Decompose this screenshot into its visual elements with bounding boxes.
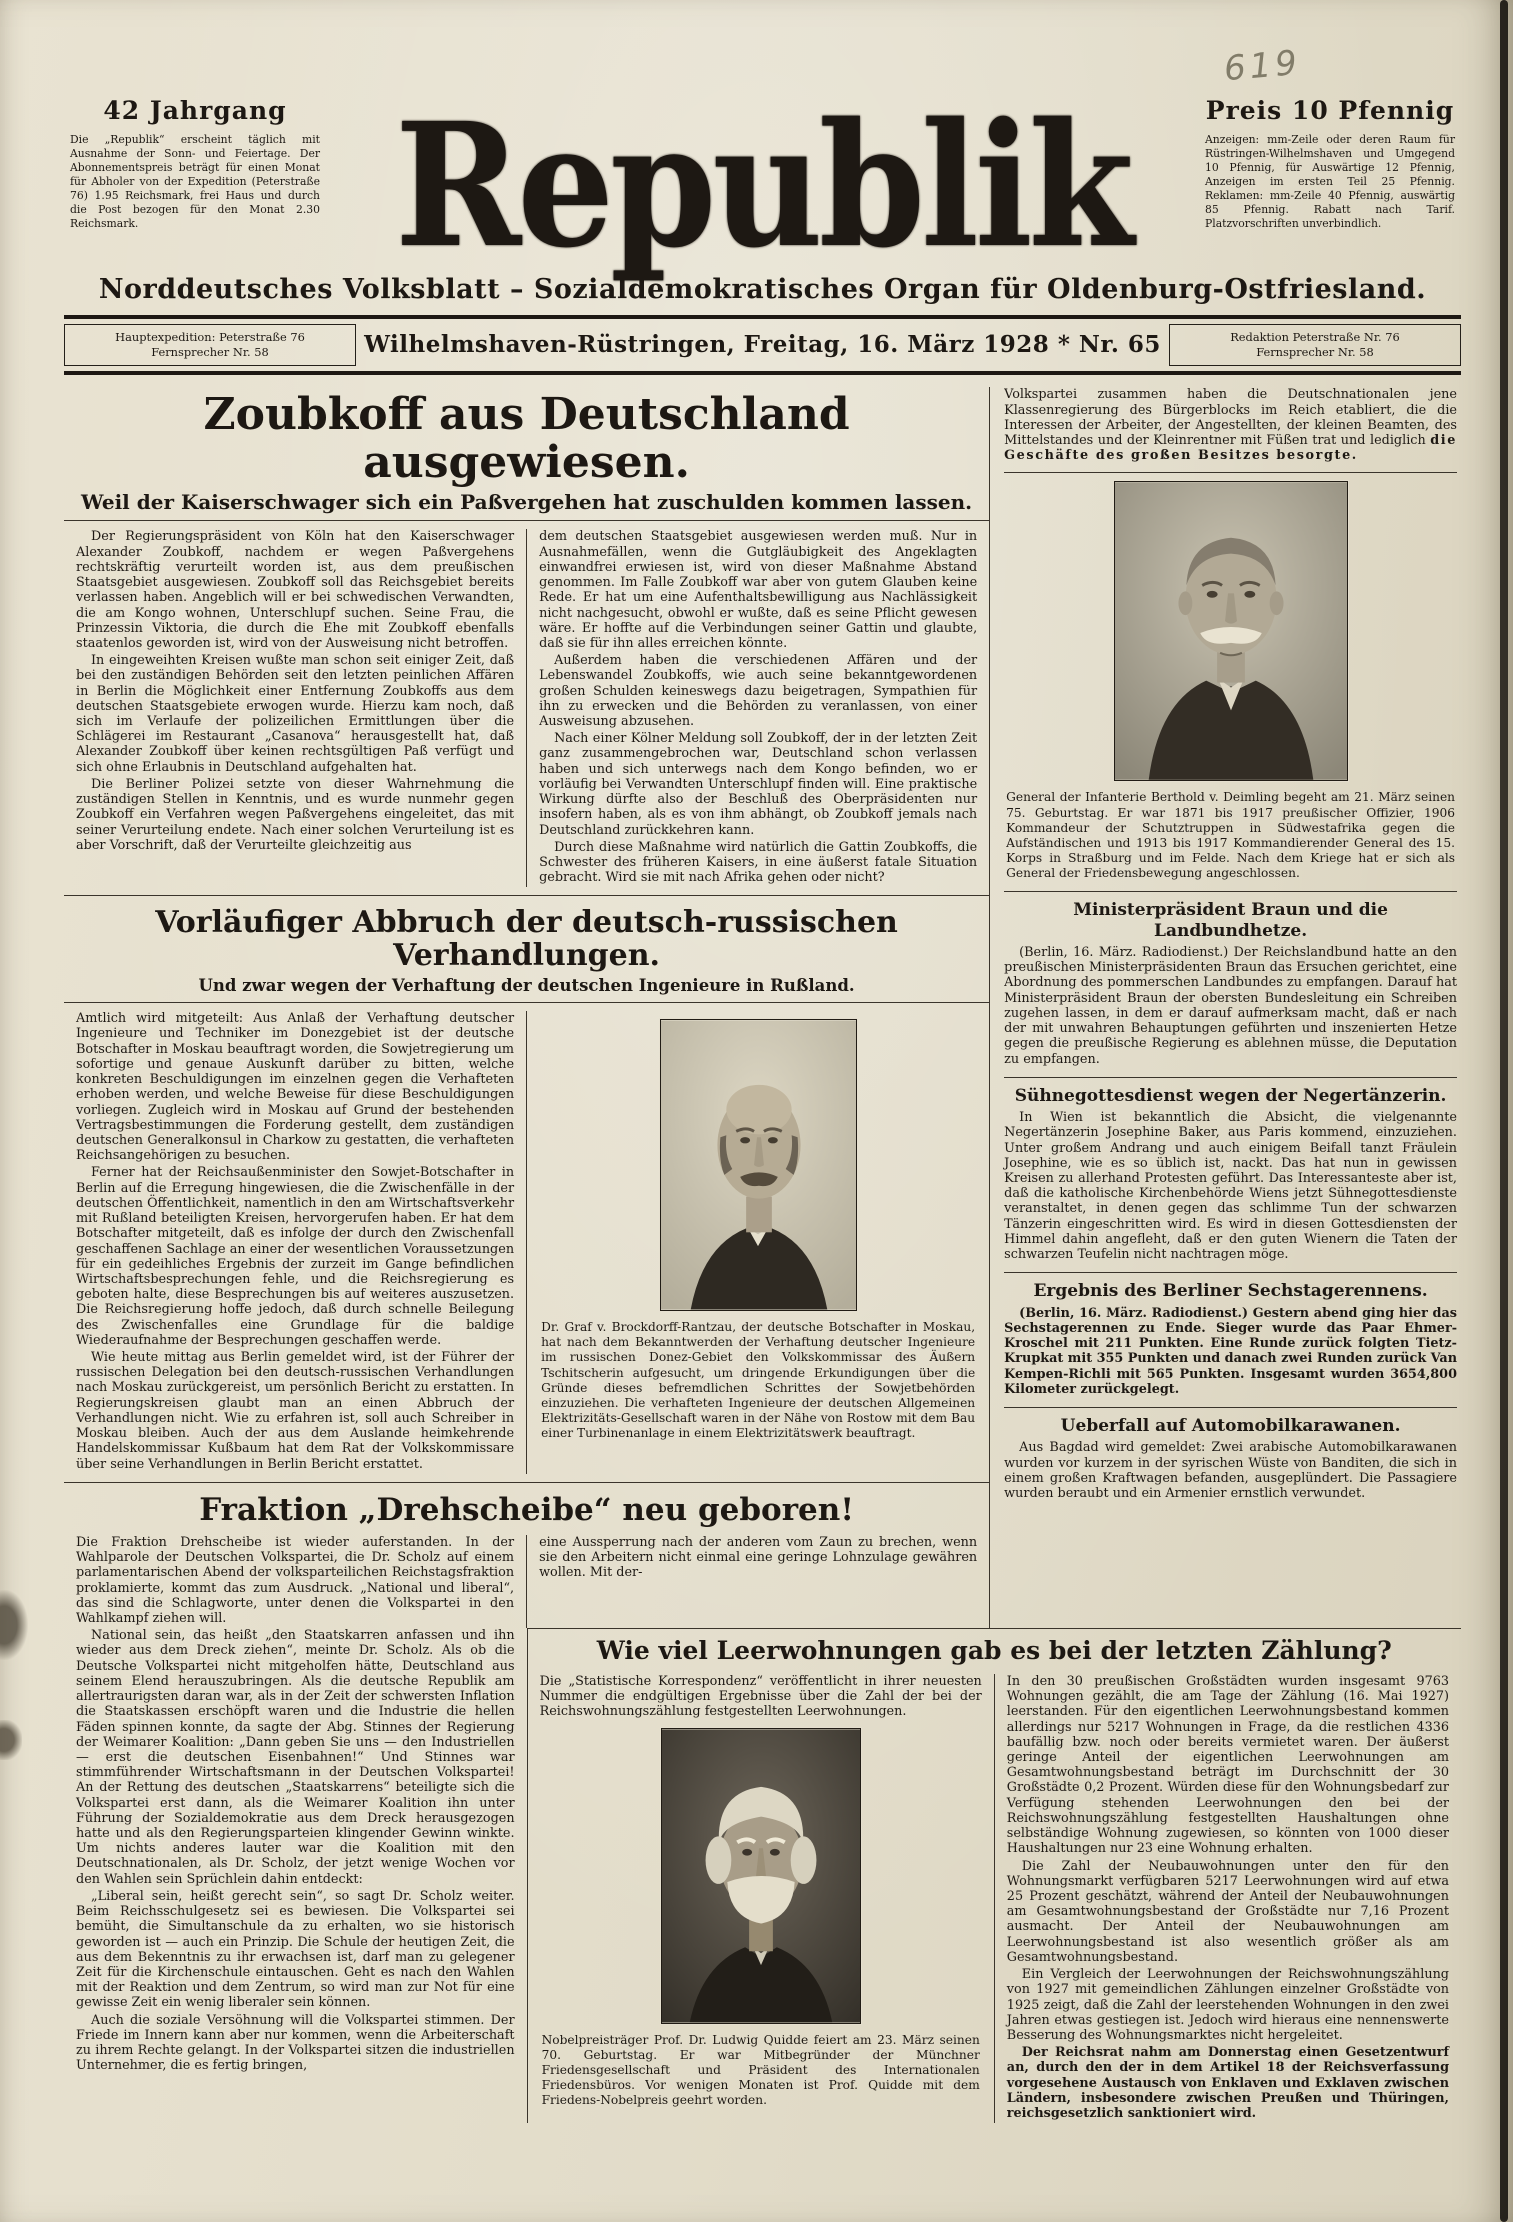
verhandlungen-subhead: Und zwar wegen der Verhaftung der deutschen Ingenieure in Rußland. bbox=[64, 976, 989, 1003]
issue-dateline: Wilhelmshaven-Rüstringen, Freitag, 16. März 1928 * Nr. 65 bbox=[364, 331, 1161, 359]
zoubkoff-headline: Zoubkoff aus Deutschland ausgewiesen. bbox=[203, 389, 850, 488]
quidde-portrait-photo bbox=[661, 1728, 861, 2024]
quidde-photo-figure bbox=[540, 1728, 982, 2028]
ink-smudge bbox=[0, 1590, 28, 1660]
column-separator bbox=[1004, 472, 1457, 473]
article-leerwohnungen bbox=[527, 1628, 1461, 2123]
article-paragraph: Auch die soziale Versöhnung will die Volkspartei stimmen. Der Friede im Innern kann aber nur kommen, wenn die Arbeiterschaft zu ihrem Rechte gelangt. In der Volkspartei sitzen die industriellen Unternehmer, die es fertig bringen, bbox=[76, 2012, 515, 2074]
redaktion-line-1: Redaktion Peterstraße Nr. 76 bbox=[1230, 329, 1400, 344]
reichsrat-note: Der Reichsrat nahm am Donnerstag einen Gesetzentwurf an, durch den der in dem Artikel 18 der Reichsverfassung vorgesehene Austausch von Enklaven und Exklaven zwischen Ländern, insbesondere zwischen Preußen und Thüringen, reichsgesetzlich sanktioniert wird. bbox=[1006, 2045, 1450, 2122]
brockdorff-caption: Dr. Graf v. Brockdorff-Rantzau, der deutsche Botschafter in Moskau, hat nach dem Bekanntwerden der Verhaftung deutscher Ingenieure im russischen Donez-Gebiet den Volkskommissar des Äußern Tschitscherin aufgesucht, um dringende Erkundigungen über die Gründe dieses befremdlichen Schrittes der Sowjetbehörden einzuziehen. Die verhafteten Ingenieure der deutschen Allgemeinen Elektrizitäts-Gesellschaft waren in der Nähe von Rostow mit dem Bau einer Turbinenanlage in einem Elektrizitätswerk beauftragt. bbox=[541, 1320, 976, 1441]
article-paragraph: Ferner hat der Reichsaußenminister den Sowjet-Botschafter in Berlin auf die Erregung hingewiesen, die die Zwischenfälle in der deutschen Öffentlichkeit, namentlich in den am Wirtschaftsverkehr mit Rußland beteiligten Kreisen, hervorgerufen haben. Er hat dem Botschafter mitgeteilt, daß es infolge der durch den Zwischenfall geschaffenen Sachlage an einer der wesentlichen Voraussetzungen für ein gedeihliches Ergebnis der zurzeit im Gange befindlichen Wirtschaftsbesprechungen fehle, und die Reichsregierung es geboten halte, diese Besprechungen bis auf weiteres auszusetzen. Die Reichsregierung hoffe jedoch, daß durch schnelle Beilegung des Zwischenfalles eine Grundlage für die baldige Wiederaufnahme der Besprechungen geschaffen werde. bbox=[76, 1165, 515, 1348]
ink-smudge bbox=[0, 1720, 22, 1760]
article-paragraph: Die Berliner Polizei setzte von dieser Wahrnehmung die zuständigen Stellen in Kenntnis, und es wurde nunmehr gegen Zoubkoff ein Verfahren wegen Paßvergehens eingeleitet, das mit seiner Verurteilung endete. Nach einer solchen Verurteilung ist es aber Vorschrift, daß der Verurteilte gleichzeitig aus bbox=[76, 776, 515, 853]
masthead-rule bbox=[64, 315, 1461, 319]
deimling-portrait-photo bbox=[1114, 481, 1348, 781]
leerwohnungen-column-2 bbox=[994, 1674, 1461, 2123]
redaktion-box bbox=[1169, 324, 1461, 367]
article-paragraph: In eingeweihten Kreisen wußte man schon seit einiger Zeit, daß bei den zuständigen Behörden seit den letzten peinlichen Affären in Berlin die Möglichkeit einer Entfernung Zoubkoffs aus dem deutschen Staatsgebiete erwogen wurde. Hierzu kam noch, daß sich im Verlaufe der polizeilichen Ermittlungen über die Schlägerei im Restaurant „Casanova“ herausgestellt hat, daß Alexander Zoubkoff über keinen rechtsgültigen Paß verfügt und sich ohne Erlaubnis in Deutschland aufgehalten hat. bbox=[76, 653, 515, 775]
subscription-notice: Die „Republik“ erscheint täglich mit Ausnahme der Sonn- und Feiertage. Der Abonnementspreis beträgt für einen Monat für Abholer von der Expedition (Peterstraße 76) 1.95 Reichsmark, frei Haus und durch die Post bezogen für den Monat 2.30 Reichsmark. bbox=[70, 133, 320, 231]
drehscheibe-headline: Fraktion „Drehscheibe“ neu geboren! bbox=[199, 1491, 854, 1528]
article-zoubkoff bbox=[64, 387, 989, 896]
article-paragraph: Amtlich wird mitgeteilt: Aus Anlaß der Verhaftung deutscher Ingenieure und Techniker im Donezgebiet ist der deutsche Botschafter in Moskau beauftragt worden, die Sowjetregierung um sofortige und genaue Auskunft darüber zu bitten, welche konkreten Beschuldigungen im einzelnen gegen die Verhafteten erhoben werden, und welche Beweise für diese Beschuldigungen vorliegen. Zugleich wird in Moskau auf Grund der bestehenden Vertragsbestimmungen die Forderung gestellt, dem zuständigen deutschen Generalkonsul in Charkow zu gestatten, die verhafteten Reichsangehörigen zu besuchen. bbox=[76, 1011, 515, 1164]
article-paragraph: (Berlin, 16. März. Radiodienst.) Gestern abend ging hier das Sechstagerennen zu Ende. Sieger wurde das Paar Ehmer-Kroschel mit 211 Punkten. Eine Runde zurück folgten Tietz-Krupkat mit 355 Punkten und danach zwei Runden zurück Van Kempen-Richli mit 565 Punkten. Insgesamt wurden 3654,800 Kilometer zurückgelegt. bbox=[1004, 1305, 1457, 1397]
deimling-caption: General der Infanterie Berthold v. Deimling begeht am 21. März seinen 75. Geburtstag. Er war 1871 bis 1917 preußischer Offizier, 1906 Kommandeur der Schutztruppen in Südwestafrika gegen die Aufständischen und 1913 bis 1917 Kommandierender General des 15. Korps in Straßburg und im Felde. Nach dem Kriege hat er sich als General der Friedensbewegung angeschlossen. bbox=[1006, 790, 1455, 881]
drehscheibe-body bbox=[64, 1535, 989, 1628]
article-paragraph: Wie heute mittag aus Berlin gemeldet wird, ist der Führer der russischen Delegation bei den deutsch-russischen Verhandlungen nach Moskau zurückgereist, um persönlich Bericht zu erstatten. In Regierungskreisen glaubt man an einen Abbruch der Verhandlungen nicht. Wie zu erfahren ist, soll auch Schreiber in Moskau bleiben. Auch der aus dem Auslande heimkehrende Handelskommissar Kußbaum hat dem Rat der Volkskommissare über seine Verhandlungen in Berlin Bericht erstattet. bbox=[76, 1350, 515, 1472]
masthead-right-block bbox=[1199, 96, 1461, 231]
lead-text: Volkspartei zusammen haben die Deutschnationalen jene Klassenregierung des Bürgerblocks im Reich etabliert, die die Interessen der Arbeiter, der Angestellten, der kleinen Beamten, des Mittelstandes und der Kleinrentner mit Füßen trat und lediglich bbox=[1004, 387, 1457, 449]
drehscheibe-overflow-column bbox=[526, 1535, 989, 1628]
price-label: Preis 10 Pfennig bbox=[1205, 96, 1455, 125]
article-paragraph: eine Aussperrung nach der anderen vom Zaun zu brechen, wenn sie den Arbeitern nicht einmal eine geringe Lohnzulage gewähren wollen. Mit der- bbox=[539, 1534, 978, 1581]
article-paragraph: Die Zahl der Neubauwohnungen unter den für den Wohnungsmarkt verfügbaren 5217 Leerwohnungen wird auf etwa 25 Prozent geschätzt, während der Anteil der Neubauwohnungen am Gesamtwohnungsbestand der Großstädte nur 7,16 Prozent ausmacht. Der Anteil der Neubauwohnungen am Leerwohnungsbestand ist also wesentlich größer als am Gesamtwohnungsbestand. bbox=[1006, 1858, 1450, 1965]
leerwohnungen-column-1 bbox=[528, 1674, 994, 2123]
zoubkoff-column-1 bbox=[64, 529, 526, 887]
drehscheibe-continuation bbox=[64, 1628, 527, 2123]
buergerblock-lead-paragraph bbox=[1004, 387, 1457, 463]
drehscheibe-column-1 bbox=[64, 1535, 526, 1628]
article-paragraph: (Berlin, 16. März. Radiodienst.) Der Reichslandbund hatte an den preußischen Ministerpräsidenten Braun das Ersuchen gerichtet, eine Abordnung des pommerschen Landbundes zu empfangen. Darauf hat Ministerpräsident Braun der obersten Bundesleitung ein Schreiben zugehen lassen, in dem er darauf aufmerksam macht, daß er nach der mit unwahren Behauptungen geführten und inszenierten Hetze gegen die preußische Regierung es ablehnen müsse, die Deputation zu empfangen. bbox=[1004, 945, 1457, 1067]
sechstagerennen-heading: Ergebnis des Berliner Sechstagerennens. bbox=[1004, 1272, 1457, 1301]
article-paragraph: Ein Vergleich der Leerwohnungen der Reichswohnungszählung von 1927 mit gemeindlichen Zählungen einzelner Großstädte von 1925 zeigt, daß die Zahl der leerstehenden Wohnungen in den zwei Jahren etwas gestiegen ist. Jedoch wird hieraus eine nennenswerte Besserung des Wohnungsmarktes nicht hergeleitet. bbox=[1006, 1967, 1450, 2043]
article-paragraph: Die Fraktion Drehscheibe ist wieder auferstanden. In der Wahlparole der Deutschen Volkspartei, die Dr. Scholz auf einem parlamentarischen Abend der volksparteilichen Reichstagsfraktion proklamierte, kommt das zum Ausdruck. „National und liberal“, das sind die Schlagworte, unter denen die Volkspartei in den Wahlkampf ziehen will. bbox=[76, 1534, 515, 1626]
verhandlungen-body bbox=[64, 1011, 989, 1474]
expedition-line-1: Hauptexpedition: Peterstraße 76 bbox=[115, 329, 305, 344]
ueberfall-heading: Ueberfall auf Automobilkarawanen. bbox=[1004, 1407, 1457, 1436]
right-news-column bbox=[989, 387, 1461, 1628]
article-paragraph: dem deutschen Staatsgebiet ausgewiesen werden muß. Nur in Ausnahmefällen, wenn die Gutgläubigkeit des Angeklagten einwandfrei erwiesen ist, wird von dieser Maßnahme Abstand genommen. Im Falle Zoubkoff war aber von gutem Glauben keine Rede. Er hat um eine Aufenthaltsbewilligung aus Nachlässigkeit nicht nachgesucht, obwohl er wußte, daß es seine Pflicht gewesen wäre. Er hoffte auf die Verbindungen seiner Gattin und glaubte, daß sie für ihn alles erreichen könnte. bbox=[539, 529, 978, 651]
article-paragraph: Die „Statistische Korrespondenz“ veröffentlicht in ihrer neuesten Nummer die endgültigen Ergebnisse über die Zahl der bei der Reichswohnungszählung festgestellten Leerwohnungen. bbox=[539, 1673, 982, 1720]
masthead bbox=[64, 84, 1461, 286]
braun-heading: Ministerpräsident Braun und die Landbundhetze. bbox=[1004, 891, 1457, 941]
article-paragraph: Nach einer Kölner Meldung soll Zoubkoff, der in der letzten Zeit ganz zusammengebrochen war, Deutschland schon verlassen haben und sich unterwegs nach dem Kongo befinden, wo er vorläufig bei Verwandten Unterschlupf finden will. Eine praktische Wirkung dürfte also der Beschluß des Oberpräsidenten nur insofern haben, als es von ihm abhängt, ob Zoubkoff jemals nach Deutschland zurückkehren kann. bbox=[539, 731, 978, 838]
page-content bbox=[64, 387, 1461, 2123]
zoubkoff-subhead: Weil der Kaiserschwager sich ein Paßvergehen hat zuschulden kommen lassen. bbox=[64, 490, 989, 521]
article-paragraph: Aus Bagdad wird gemeldet: Zwei arabische Automobilkarawanen wurden vor kurzem in der syrischen Wüste von Banditen, die sich in einem großen Kraftwagen befanden, ausgeplündert. Die Passagiere wurden beraubt und ein Armenier ernstlich verwundet. bbox=[1004, 1440, 1457, 1502]
article-paragraph: Durch diese Maßnahme wird natürlich die Gattin Zoubkoffs, die Schwester des früheren Kaisers, in eine äußerst fatale Situation gebracht. Wird sie mit nach Afrika gehen oder nicht? bbox=[539, 839, 978, 886]
article-paragraph: Außerdem haben die verschiedenen Affären und der Lebenswandel Zoubkoffs, wie auch seine bekanntgewordenen großen Schulden keineswegs dazu beigetragen, Sympathien für ihn zu erwecken und die Behörden zu veranlassen, von einer Ausweisung abzusehen. bbox=[539, 653, 978, 730]
article-paragraph: In den 30 preußischen Großstädten wurden insgesamt 9763 Wohnungen gezählt, die am Tage der Zählung (16. Mai 1927) leerstanden. Für den eigentlichen Leerwohnungsbestand kommen allerdings nur 5217 Wohnungen in Frage, da die restlichen 4336 baufällig bzw. noch oder bereits vermietet waren. Der äußerst geringe Anteil der eigentlichen Leerwohnungen am Gesamtwohnungsbestand beträgt im Durchschnitt der 30 Großstädte 0,2 Prozent. Würden diese für den Wohnungsbedarf zur Verfügung stehenden Leerwohnungen den bei der Reichswohnungszählung festgestellten Haushaltungen ohne selbständige Wohnung zugewiesen, so könnten von 1000 dieser Haushaltungen nur 23 eine Wohnung erhalten. bbox=[1006, 1673, 1450, 1857]
deimling-photo-figure bbox=[1004, 481, 1457, 785]
expedition-line-2: Fernsprecher Nr. 58 bbox=[151, 344, 269, 359]
lead-emphasis-text: die Geschäfte des großen Besitzes besorgte. bbox=[1004, 433, 1457, 464]
dateline-row bbox=[64, 324, 1461, 367]
article-drehscheibe bbox=[64, 1483, 989, 1628]
pencil-note: 619 bbox=[1222, 42, 1303, 90]
verhandlungen-column-2 bbox=[526, 1011, 989, 1474]
expedition-box bbox=[64, 324, 356, 367]
redaktion-line-2: Fernsprecher Nr. 58 bbox=[1256, 344, 1374, 359]
article-verhandlungen bbox=[64, 896, 989, 1482]
zoubkoff-column-2 bbox=[526, 529, 989, 887]
verhandlungen-headline: Vorläufiger Abbruch der deutsch-russischen Verhandlungen. bbox=[155, 905, 898, 974]
scan-edge-artifact bbox=[1500, 0, 1508, 2222]
article-paragraph: National sein, das heißt „den Staatskarren anfassen und ihn wieder aus dem Dreck ziehen“, meinte Dr. Scholz. Als ob die Deutsche Volkspartei nicht mitgeholfen hätte, Deutschland aus seinem Elend herauszubringen. Als die deutsche Republik am allertraurigsten daran war, als in der Zeit der schwersten Inflation die Staatskassen erschöpft waren und die Industrie die hellen Fäden spinnen konnte, da sagte der Abg. Stinnes der Regierung der Weimarer Koalition: „Dann geben Sie uns — den Industriellen — erst die deutschen Eisenbahnen!“ Und Stinnes war stimmführender Wirtschaftsmann in der Deutschen Volkspartei! An der Rettung des deutschen „Staatskarrens“ beteiligte sich die Volkspartei erst dann, als die Weimarer Koalition ihn unter Führung der Sozialdemokratie aus dem Dreck herausgezogen hatte und als den Regierungsparteien klingender Gewinn winkte. Um nichts anderes lauter war die Koalition mit den Deutschnationalen, als Dr. Scholz, der jetzt wenige Wochen vor den Wahlen sein Sprüchlein dahin entdeckt: bbox=[76, 1628, 515, 1887]
dateline-rule bbox=[64, 371, 1461, 375]
brockdorff-rantzau-portrait-photo bbox=[660, 1019, 857, 1311]
suehnegottesdienst-heading: Sühnegottesdienst wegen der Negertänzerin. bbox=[1004, 1077, 1457, 1106]
article-paragraph: Der Regierungspräsident von Köln hat den Kaiserschwager Alexander Zoubkoff, nachdem er wegen Paßvergehens rechtskräftig verurteilt worden ist, aus dem preußischen Staatsgebiet ausgewiesen. Zoubkoff soll das Reichsgebiet bereits verlassen haben. Angeblich will er bei schwedischen Verwandten, die am Kongo wohnen, Unterschlupf suchen. Seine Frau, die Prinzessin Viktoria, die durch die Ehe mit Zoubkoff ebenfalls staatenlos geworden ist, wird von der Ausweisung nicht betroffen. bbox=[76, 529, 515, 651]
volume-label: 42 Jahrgang bbox=[103, 96, 287, 125]
article-paragraph: In Wien ist bekanntlich die Absicht, die vielgenannte Negertänzerin Josephine Baker, aus Paris kommend, einzuziehen. Unter großem Andrang und auch einigem Beifall tanzt Fräulein Josephine, wie es so üblich ist, nackt. Das hat nun in gewissen Kreisen zu allerhand Protesten geführt. Das Interessanteste aber ist, daß die katholische Kirchenbehörde Wiens jetzt Sühnegottesdienste veranstaltet, in denen gegen das schlimme Tun der schwarzen Tänzerin eingeschritten wird. Es wird in diesen Gottesdiensten der Himmel dahin angefleht, daß er den guten Wienern die Taten der schwarzen Teufelin nicht nachtragen möge. bbox=[1004, 1110, 1457, 1263]
zoubkoff-body bbox=[64, 529, 989, 887]
masthead-left-block bbox=[64, 96, 326, 231]
leerwohnungen-headline: Wie viel Leerwohnungen gab es bei der letzten Zählung? bbox=[596, 1636, 1392, 1666]
article-paragraph: „Liberal sein, heißt gerecht sein“, so sagt Dr. Scholz weiter. Beim Reichsschulgesetz sei es bewiesen. Die Volkspartei sei bemüht, die Simultanschule da zu erhalten, wo sie historisch geworden ist — auch ein Prinzip. Die Schule der heutigen Zeit, die aus dem Bekenntnis zu ihr erwachsen ist, darf man zu gelegener Zeit für die Kirchenschule eintauschen. Geht es nach den Wahlen mit der Reaktion und dem Zentrum, so wird man zur Not für eine gewisse Zeit ein wenig liberaler sein können. bbox=[76, 1888, 515, 2011]
newspaper-subtitle: Norddeutsches Volksblatt – Sozialdemokratisches Organ für Oldenburg-Ostfriesland. bbox=[98, 273, 1427, 305]
brockdorff-photo-figure bbox=[539, 1019, 977, 1315]
leerwohnungen-body bbox=[528, 1674, 1461, 2123]
ad-rates-notice: Anzeigen: mm-Zeile oder deren Raum für Rüstringen-Wilhelmshaven und Umgegend 10 Pfennig, für Auswärtige 12 Pfennig, Anzeigen im ersten Teil 25 Pfennig. Reklamen: mm-Zeile 40 Pfennig, auswärtig 85 Pfennig. Rabatt nach Tarif. Platzvorschriften unverbindlich. bbox=[1205, 133, 1455, 231]
newspaper-title: Republik bbox=[395, 84, 1130, 286]
verhandlungen-column-1 bbox=[64, 1011, 526, 1474]
quidde-caption: Nobelpreisträger Prof. Dr. Ludwig Quidde feiert am 23. März seinen 70. Geburtstag. Er war Mitbegründer der Münchner Friedensgesellschaft und Präsident des Internationalen Friedensbüros. Vor wenigen Monaten ist Prof. Quidde mit dem Friedens-Nobelpreis geehrt worden. bbox=[541, 2032, 980, 2108]
